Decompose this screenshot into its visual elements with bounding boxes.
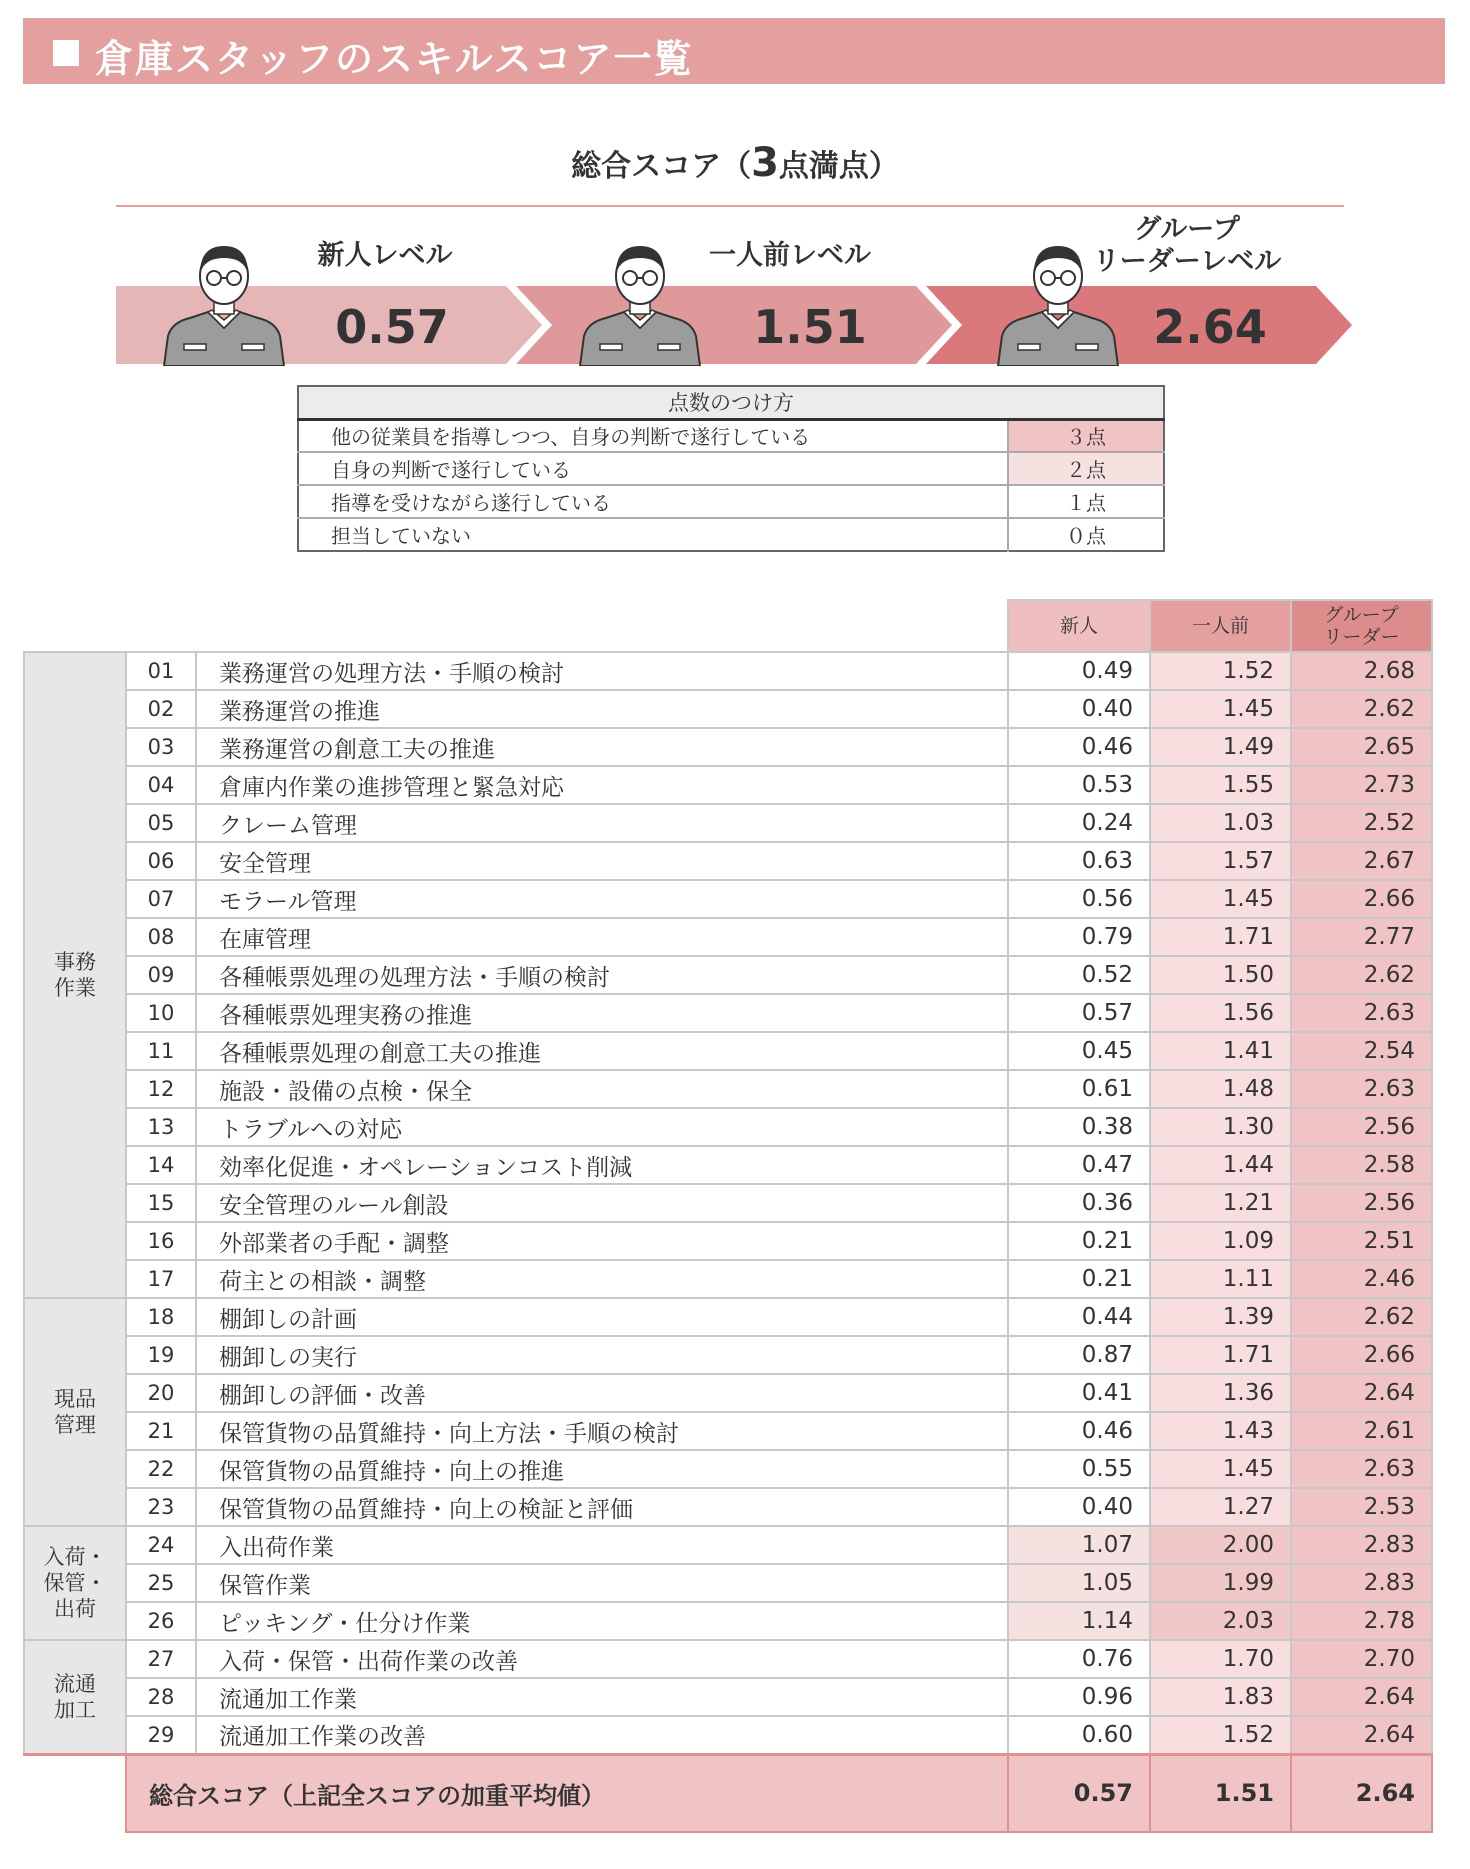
score-group-leader: 2.64 [1291, 1678, 1432, 1716]
score-group-leader: 2.66 [1291, 1336, 1432, 1374]
score-group-leader: 2.62 [1291, 690, 1432, 728]
row-number: 23 [126, 1488, 196, 1526]
row-number: 04 [126, 766, 196, 804]
total-blank [24, 1754, 126, 1832]
score-new: 0.76 [1008, 1640, 1150, 1678]
skill-item: 施設・設備の点検・保全 [196, 1070, 1008, 1108]
score-group-leader: 2.65 [1291, 728, 1432, 766]
table-row [24, 1678, 1432, 1716]
score-competent: 1.56 [1150, 994, 1291, 1032]
score-group-leader: 2.62 [1291, 1298, 1432, 1336]
table-row [24, 1640, 1432, 1678]
score-new: 0.49 [1008, 652, 1150, 690]
row-number: 11 [126, 1032, 196, 1070]
table-row [24, 1374, 1432, 1412]
score-group-leader: 2.63 [1291, 994, 1432, 1032]
skill-item: 保管貨物の品質維持・向上の検証と評価 [196, 1488, 1008, 1526]
table-row [24, 918, 1432, 956]
score-competent: 1.11 [1150, 1260, 1291, 1298]
skill-item: 安全管理のルール創設 [196, 1184, 1008, 1222]
score-group-leader: 2.63 [1291, 1070, 1432, 1108]
legend-point: ２点 [1008, 452, 1164, 485]
score-competent: 2.00 [1150, 1526, 1291, 1564]
score-new: 0.53 [1008, 766, 1150, 804]
score-new: 0.45 [1008, 1032, 1150, 1070]
score-new: 0.21 [1008, 1222, 1150, 1260]
score-competent: 1.48 [1150, 1070, 1291, 1108]
table-row [24, 1488, 1432, 1526]
score-group-leader: 2.78 [1291, 1602, 1432, 1640]
table-row [24, 1336, 1432, 1374]
scoring-legend [297, 385, 1165, 552]
table-row [24, 1146, 1432, 1184]
table-row [24, 1032, 1432, 1070]
total-value: 2.64 [1291, 1754, 1432, 1832]
row-number: 09 [126, 956, 196, 994]
score-new: 0.57 [1008, 994, 1150, 1032]
score-competent: 1.45 [1150, 880, 1291, 918]
legend-row [298, 452, 1164, 485]
person-icon [574, 240, 706, 366]
score-group-leader: 2.68 [1291, 652, 1432, 690]
table-row [24, 652, 1432, 690]
score-new: 0.47 [1008, 1146, 1150, 1184]
score-group-leader: 2.46 [1291, 1260, 1432, 1298]
score-new: 0.79 [1008, 918, 1150, 956]
score-group-leader: 2.62 [1291, 956, 1432, 994]
skill-item: クレーム管理 [196, 804, 1008, 842]
category-label: 事務 作業 [24, 652, 126, 1298]
table-row [24, 690, 1432, 728]
table-row [24, 1298, 1432, 1336]
score-group-leader: 2.77 [1291, 918, 1432, 956]
score-competent: 1.27 [1150, 1488, 1291, 1526]
square-icon [53, 40, 79, 66]
legend-point: １点 [1008, 485, 1164, 518]
row-number: 10 [126, 994, 196, 1032]
header-competent: 一人前 [1150, 600, 1291, 652]
score-competent: 1.55 [1150, 766, 1291, 804]
row-number: 14 [126, 1146, 196, 1184]
score-new: 0.36 [1008, 1184, 1150, 1222]
score-group-leader: 2.53 [1291, 1488, 1432, 1526]
score-new: 0.56 [1008, 880, 1150, 918]
level-name-2: 一人前レベル [709, 240, 871, 271]
row-number: 21 [126, 1412, 196, 1450]
score-new: 0.96 [1008, 1678, 1150, 1716]
score-group-leader: 2.83 [1291, 1564, 1432, 1602]
score-new: 1.05 [1008, 1564, 1150, 1602]
score-competent: 1.57 [1150, 842, 1291, 880]
category-label: 流通 加工 [24, 1640, 126, 1754]
skill-score-table [23, 599, 1433, 1833]
row-number: 08 [126, 918, 196, 956]
score-competent: 1.03 [1150, 804, 1291, 842]
table-row [24, 1564, 1432, 1602]
skill-item: 業務運営の創意工夫の推進 [196, 728, 1008, 766]
score-group-leader: 2.73 [1291, 766, 1432, 804]
score-new: 0.52 [1008, 956, 1150, 994]
skill-item: ピッキング・仕分け作業 [196, 1602, 1008, 1640]
level-score-1: 0.57 [335, 300, 449, 354]
row-number: 29 [126, 1716, 196, 1754]
score-new: 0.60 [1008, 1716, 1150, 1754]
score-new: 0.46 [1008, 728, 1150, 766]
table-row [24, 1108, 1432, 1146]
table-row [24, 766, 1432, 804]
legend-desc: 自身の判断で遂行している [298, 452, 1008, 485]
score-new: 0.38 [1008, 1108, 1150, 1146]
score-group-leader: 2.64 [1291, 1716, 1432, 1754]
row-number: 17 [126, 1260, 196, 1298]
summary-title [0, 140, 1470, 186]
legend-desc: 担当していない [298, 518, 1008, 551]
skill-item: 業務運営の処理方法・手順の検討 [196, 652, 1008, 690]
skill-item: 荷主との相談・調整 [196, 1260, 1008, 1298]
title-bar [23, 18, 1445, 84]
table-row [24, 994, 1432, 1032]
legend-row [298, 419, 1164, 452]
table-row [24, 1184, 1432, 1222]
skill-item: 棚卸しの評価・改善 [196, 1374, 1008, 1412]
score-competent: 1.39 [1150, 1298, 1291, 1336]
score-competent: 1.50 [1150, 956, 1291, 994]
header-new: 新人 [1008, 600, 1150, 652]
skill-item: 流通加工作業 [196, 1678, 1008, 1716]
table-row [24, 1412, 1432, 1450]
score-new: 0.44 [1008, 1298, 1150, 1336]
skill-item: 保管貨物の品質維持・向上方法・手順の検討 [196, 1412, 1008, 1450]
summary-title-prefix: 総合スコア（ [571, 149, 752, 184]
skill-item: モラール管理 [196, 880, 1008, 918]
score-group-leader: 2.56 [1291, 1108, 1432, 1146]
skill-item: 倉庫内作業の進捗管理と緊急対応 [196, 766, 1008, 804]
score-new: 0.63 [1008, 842, 1150, 880]
level-score-3: 2.64 [1153, 300, 1267, 354]
skill-item: 棚卸しの実行 [196, 1336, 1008, 1374]
legend-point: ３点 [1008, 419, 1164, 452]
score-competent: 1.45 [1150, 690, 1291, 728]
score-new: 0.46 [1008, 1412, 1150, 1450]
score-new: 0.41 [1008, 1374, 1150, 1412]
score-group-leader: 2.64 [1291, 1374, 1432, 1412]
page-title: 倉庫スタッフのスキルスコア一覧 [95, 37, 694, 81]
category-label: 現品 管理 [24, 1298, 126, 1526]
score-competent: 1.30 [1150, 1108, 1291, 1146]
header-group-leader: グループ リーダー [1291, 600, 1432, 652]
score-group-leader: 2.51 [1291, 1222, 1432, 1260]
score-competent: 1.41 [1150, 1032, 1291, 1070]
skill-item: 効率化促進・オペレーションコスト削減 [196, 1146, 1008, 1184]
level-name-1: 新人レベル [317, 240, 453, 271]
row-number: 02 [126, 690, 196, 728]
row-number: 27 [126, 1640, 196, 1678]
skill-item: 棚卸しの計画 [196, 1298, 1008, 1336]
table-row [24, 1526, 1432, 1564]
score-competent: 1.21 [1150, 1184, 1291, 1222]
score-new: 1.14 [1008, 1602, 1150, 1640]
score-competent: 1.52 [1150, 1716, 1291, 1754]
row-number: 26 [126, 1602, 196, 1640]
legend-row [298, 518, 1164, 551]
legend-row [298, 485, 1164, 518]
table-row [24, 1602, 1432, 1640]
skill-item: 安全管理 [196, 842, 1008, 880]
score-new: 0.61 [1008, 1070, 1150, 1108]
table-row [24, 1260, 1432, 1298]
score-group-leader: 2.56 [1291, 1184, 1432, 1222]
row-number: 13 [126, 1108, 196, 1146]
header-blank [24, 600, 1008, 652]
row-number: 18 [126, 1298, 196, 1336]
row-number: 15 [126, 1184, 196, 1222]
score-group-leader: 2.54 [1291, 1032, 1432, 1070]
table-row [24, 842, 1432, 880]
score-new: 0.40 [1008, 1488, 1150, 1526]
skill-item: 業務運営の推進 [196, 690, 1008, 728]
score-competent: 1.99 [1150, 1564, 1291, 1602]
legend-header: 点数のつけ方 [298, 386, 1164, 419]
legend-desc: 他の従業員を指導しつつ、自身の判断で遂行している [298, 419, 1008, 452]
score-group-leader: 2.83 [1291, 1526, 1432, 1564]
score-new: 0.24 [1008, 804, 1150, 842]
table-row [24, 804, 1432, 842]
skill-item: 各種帳票処理の創意工夫の推進 [196, 1032, 1008, 1070]
skill-item: トラブルへの対応 [196, 1108, 1008, 1146]
score-competent: 1.36 [1150, 1374, 1291, 1412]
category-label: 入荷・ 保管・ 出荷 [24, 1526, 126, 1640]
row-number: 25 [126, 1564, 196, 1602]
table-header-row [24, 600, 1432, 652]
table-row [24, 880, 1432, 918]
person-icon [158, 240, 290, 366]
score-competent: 1.71 [1150, 1336, 1291, 1374]
summary-title-suffix: 点満点） [778, 149, 899, 184]
row-number: 05 [126, 804, 196, 842]
row-number: 07 [126, 880, 196, 918]
skill-item: 入出荷作業 [196, 1526, 1008, 1564]
score-group-leader: 2.61 [1291, 1412, 1432, 1450]
score-group-leader: 2.52 [1291, 804, 1432, 842]
skill-item: 流通加工作業の改善 [196, 1716, 1008, 1754]
table-row [24, 1070, 1432, 1108]
score-competent: 1.45 [1150, 1450, 1291, 1488]
divider [116, 205, 1344, 207]
summary-title-num: 3 [751, 140, 779, 186]
score-group-leader: 2.58 [1291, 1146, 1432, 1184]
row-number: 22 [126, 1450, 196, 1488]
score-competent: 1.83 [1150, 1678, 1291, 1716]
skill-item: 各種帳票処理の処理方法・手順の検討 [196, 956, 1008, 994]
score-new: 0.21 [1008, 1260, 1150, 1298]
total-score-row [24, 1754, 1432, 1832]
skill-item: 各種帳票処理実務の推進 [196, 994, 1008, 1032]
score-competent: 2.03 [1150, 1602, 1291, 1640]
score-competent: 1.49 [1150, 728, 1291, 766]
row-number: 03 [126, 728, 196, 766]
score-group-leader: 2.67 [1291, 842, 1432, 880]
score-new: 0.55 [1008, 1450, 1150, 1488]
score-group-leader: 2.63 [1291, 1450, 1432, 1488]
score-competent: 1.71 [1150, 918, 1291, 956]
score-competent: 1.70 [1150, 1640, 1291, 1678]
row-number: 20 [126, 1374, 196, 1412]
row-number: 28 [126, 1678, 196, 1716]
total-value: 0.57 [1008, 1754, 1150, 1832]
row-number: 19 [126, 1336, 196, 1374]
skill-item: 保管貨物の品質維持・向上の推進 [196, 1450, 1008, 1488]
total-label: 総合スコア（上記全スコアの加重平均値） [126, 1754, 1008, 1832]
score-new: 0.40 [1008, 690, 1150, 728]
skill-item: 在庫管理 [196, 918, 1008, 956]
table-row [24, 1222, 1432, 1260]
total-value: 1.51 [1150, 1754, 1291, 1832]
score-competent: 1.44 [1150, 1146, 1291, 1184]
legend-point: ０点 [1008, 518, 1164, 551]
skill-item: 外部業者の手配・調整 [196, 1222, 1008, 1260]
score-competent: 1.09 [1150, 1222, 1291, 1260]
table-row [24, 1450, 1432, 1488]
score-group-leader: 2.66 [1291, 880, 1432, 918]
score-new: 1.07 [1008, 1526, 1150, 1564]
skill-item: 保管作業 [196, 1564, 1008, 1602]
level-summary [0, 210, 1470, 380]
table-row [24, 1716, 1432, 1754]
level-score-2: 1.51 [753, 300, 867, 354]
row-number: 16 [126, 1222, 196, 1260]
legend-desc: 指導を受けながら遂行している [298, 485, 1008, 518]
row-number: 12 [126, 1070, 196, 1108]
score-competent: 1.43 [1150, 1412, 1291, 1450]
row-number: 06 [126, 842, 196, 880]
table-row [24, 956, 1432, 994]
row-number: 24 [126, 1526, 196, 1564]
score-group-leader: 2.70 [1291, 1640, 1432, 1678]
score-competent: 1.52 [1150, 652, 1291, 690]
score-new: 0.87 [1008, 1336, 1150, 1374]
table-row [24, 728, 1432, 766]
skill-item: 入荷・保管・出荷作業の改善 [196, 1640, 1008, 1678]
row-number: 01 [126, 652, 196, 690]
level-name-3: グループ リーダーレベル [1092, 214, 1282, 277]
